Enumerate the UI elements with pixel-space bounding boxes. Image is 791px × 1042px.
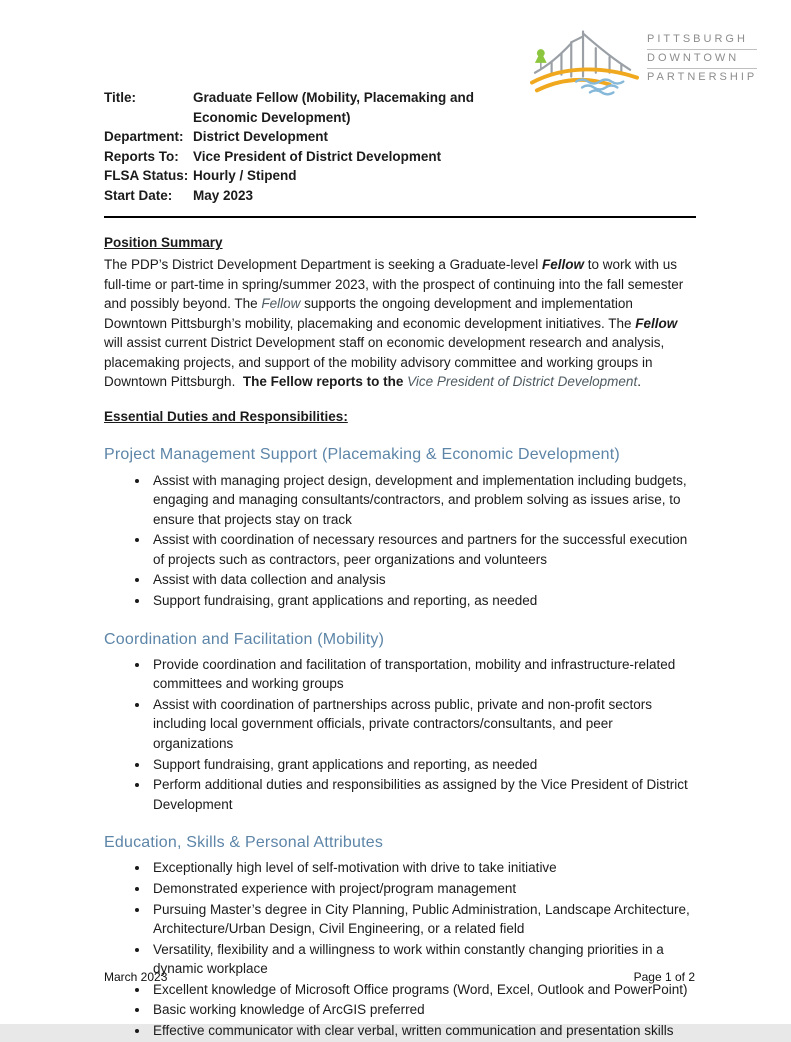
field-label: FLSA Status:	[104, 168, 189, 184]
job-header-fields	[104, 88, 696, 205]
field-reports-to	[104, 147, 696, 167]
bullet-list-project-management	[104, 471, 696, 611]
field-value: Graduate Fellow (Mobility, Placemaking and Economic Development)	[193, 90, 475, 125]
bullet-item: • Exceptionally high level of self-motivation with drive to take initiative	[150, 858, 696, 878]
fellow-emphasis: Fellow	[261, 296, 301, 312]
field-value: Vice President of District Development	[193, 148, 442, 164]
bridge-logo-icon	[531, 23, 639, 95]
divider	[104, 216, 696, 218]
summary-text: .	[637, 374, 641, 390]
bullet-item: • Effective communicator with clear verbal, written communication and presentation skills	[150, 1021, 696, 1041]
field-title	[104, 88, 696, 127]
bullet-item: • Support fundraising, grant applications and reporting, as needed	[150, 755, 696, 775]
field-label: Title:	[104, 90, 137, 105]
bullet-item: • Support fundraising, grant applications and reporting, as needed	[150, 591, 696, 611]
bullet-item: • Assist with coordination of necessary resources and partners for the successful execution of projects such as contractors, peer organizations and volunteers	[150, 530, 696, 569]
fellow-emphasis: Fellow	[635, 315, 678, 331]
pdp-logo	[531, 22, 763, 96]
footer-page-number: Page 1 of 2	[633, 970, 695, 984]
page-footer	[104, 970, 695, 984]
bullet-item: • Excellent knowledge of Microsoft Office programs (Word, Excel, Outlook and PowerPoint)	[150, 980, 696, 1000]
field-start-date	[104, 186, 696, 206]
field-label: Start Date:	[104, 187, 173, 203]
logo-line-partnership: PARTNERSHIP	[647, 71, 758, 83]
vp-title-emphasis: Vice President of District Development	[407, 374, 638, 390]
field-label: Reports To:	[104, 148, 179, 164]
bullet-item: • Demonstrated experience with project/program management	[150, 879, 696, 899]
summary-text: supports the ongoing development and implementation Downtown Pittsburgh’s mobility, placemaking and economic development initiatives. The	[104, 296, 636, 331]
field-value: May 2023	[193, 187, 254, 203]
bullet-item: • Basic working knowledge of ArcGIS preferred	[150, 1000, 696, 1020]
bullet-item: • Pursuing Master’s degree in City Planning, Public Administration, Landscape Architecture, Architecture/Urban Design, Civil Engineering, or a related field	[150, 900, 696, 939]
reports-to-sentence: The Fellow reports to the	[242, 374, 408, 390]
position-summary-heading: Position Summary	[104, 235, 223, 251]
field-label: Department:	[104, 129, 184, 145]
bullet-item: • Assist with data collection and analysis	[150, 570, 696, 590]
summary-text: to work with us full-time or part-time in spring/summer 2023, with the prospect of continuing into the fall semester and possibly beyond. The	[104, 256, 684, 312]
document-body	[104, 88, 696, 1042]
bullet-list-education-skills	[104, 858, 696, 1040]
bullet-item: • Provide coordination and facilitation of transportation, mobility and infrastructure-related committees and working groups	[150, 655, 696, 694]
field-value: District Development	[193, 129, 329, 145]
summary-text: will assist current District Development staff on economic development research and analysis, placemaking projects, and support of the mobility advisory committee and working groups in Downtown Pittsburgh.	[104, 335, 665, 390]
section-heading-education-skills: Education, Skills & Personal Attributes	[104, 834, 384, 852]
summary-text: The PDP’s District Development Department is seeking a Graduate-level	[104, 256, 542, 272]
footer-date: March 2023	[104, 970, 168, 984]
section-heading-coordination: Coordination and Facilitation (Mobility)	[104, 630, 385, 648]
field-department	[104, 127, 696, 147]
logo-line-downtown: DOWNTOWN	[647, 50, 757, 69]
section-heading-project-management: Project Management Support (Placemaking & Economic Development)	[104, 446, 620, 464]
position-summary-paragraph	[104, 255, 696, 392]
fellow-emphasis: Fellow	[541, 256, 584, 272]
bullet-item: • Assist with coordination of partnerships across public, private and non-profit sectors including local government officials, private contractors/consultants, and peer organizations	[150, 695, 696, 754]
essential-duties-heading: Essential Duties and Responsibilities:	[104, 408, 348, 424]
field-value: Hourly / Stipend	[193, 168, 297, 184]
bullet-item: • Assist with managing project design, development and implementation including budgets, engaging and managing consultants/contractors, and problem solving as issues arise, to ensure that projects stay on track	[150, 471, 696, 530]
logo-wordmark	[647, 31, 757, 87]
field-flsa-status	[104, 166, 696, 186]
bullet-list-coordination	[104, 655, 696, 815]
logo-line-pittsburgh: PITTSBURGH	[647, 31, 757, 50]
bullet-item: • Versatility, flexibility and a willingness to work within constantly changing priorities in a dynamic workplace	[150, 940, 696, 979]
bullet-item: • Perform additional duties and responsibilities as assigned by the Vice President of District Development	[150, 775, 696, 814]
